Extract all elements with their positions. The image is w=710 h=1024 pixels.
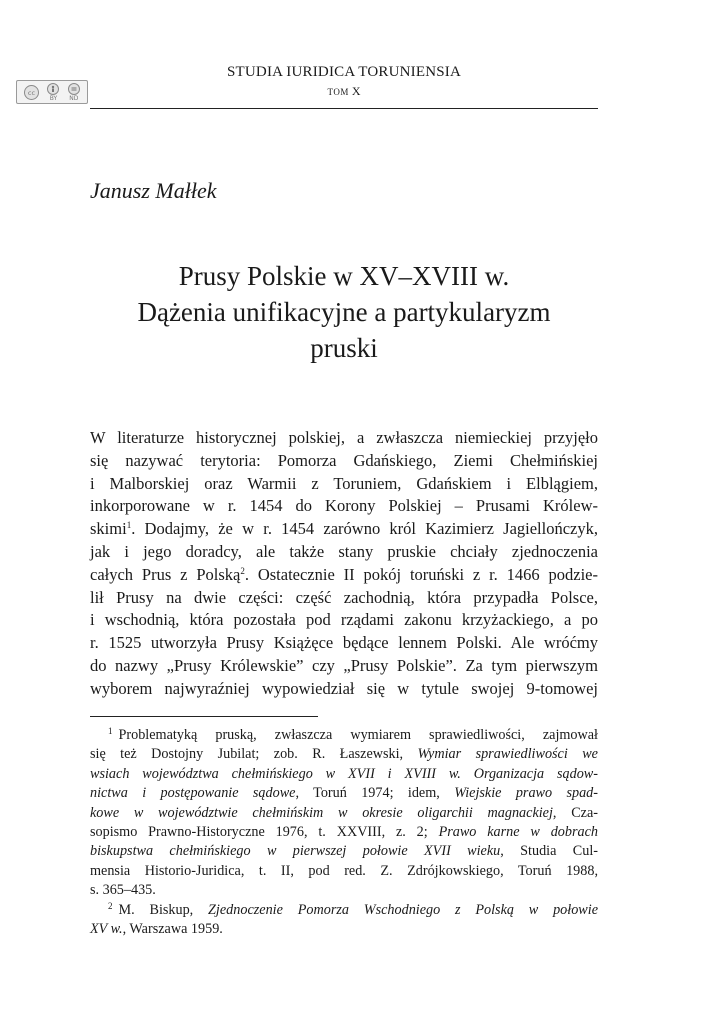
body-line: r. 1525 utworzyła Prusy Książęce będące lennem Polski. Ale wróćmy: [90, 633, 598, 653]
body-text: [90, 427, 598, 701]
body-line: lił Prusy na dwie części: część zachodnią, która przypadła Polsce,: [90, 587, 598, 607]
volume-prefix: TOM: [327, 87, 349, 97]
body-fragment: całych Prus z Polską: [90, 564, 241, 584]
footnote-1-line: mensia Historio-Juridica, t. II, pod red. Z. Zdrójkowskiego, Toruń 1988,: [90, 862, 598, 879]
footnote-fragment: , Warszawa 1959.: [122, 921, 223, 938]
footnote-fragment: kowe w województwie chełmińskim w okresie oligarchii magnackiej: [90, 804, 553, 821]
body-line: do nazwy „Prusy Królewskie” czy „Prusy Polskie”. Za tym pierwszym: [90, 655, 598, 675]
body-line: inkorporowane w r. 1454 do Korony Polskiej – Prusami Królew-: [90, 496, 598, 516]
footnotes: [90, 726, 598, 939]
body-line: i Malborskiej oraz Warmii z Toruniem, Gdańskiem i Elblągiem,: [90, 473, 598, 493]
nd-label: ND: [69, 94, 79, 102]
footnote-rule: [90, 716, 318, 717]
footnote-fragment: Wiejskie prawo spad-: [454, 785, 598, 802]
footnote-fragment: Problematyką pruską, zwłaszcza wymiarem sprawiedliwości, zajmował: [118, 727, 598, 743]
body-fragment: . Ostatecznie II pokój toruński z r. 1466 podzie-: [244, 564, 598, 584]
footnote-fragment: M. Biskup,: [118, 901, 209, 918]
body-line: i wschodnią, która pozostała pod rządami zakonu krzyżackiego, a po: [90, 610, 598, 630]
title-line: Prusy Polskie w XV–XVIII w.: [178, 261, 510, 291]
footnote-1-line: [90, 745, 598, 764]
footnote-1-line: [90, 726, 598, 745]
body-line: wyborem najwyraźniej wypowiedział się w tytule swojej 9-tomowej: [90, 678, 598, 698]
author-name: Janusz Małłek: [90, 178, 217, 203]
by-label: BY: [49, 94, 58, 102]
footnote-2-line: [90, 920, 598, 939]
footnote-1-line: [90, 765, 598, 784]
volume-label: [90, 84, 598, 99]
footnote-1-line: s. 365–435.: [90, 882, 156, 899]
footnote-fragment: Wymiar sprawiedliwości we: [417, 746, 598, 763]
article-title: [90, 258, 598, 366]
header-rule: [90, 108, 598, 109]
footnote-number-2: 2: [108, 900, 113, 911]
title-line: Dążenia unifikacyjne a partykularyzm: [137, 297, 551, 327]
cc-license-badge: [16, 80, 88, 104]
footnote-fragment: wsiach województwa chełmińskiego w XVII i XVIII w. Organizacja sądow-: [90, 765, 598, 782]
footnote-fragment: się też Dostojny Jubilat; zob. R. Łaszewski,: [90, 746, 418, 763]
footnote-fragment: , Cza-: [552, 804, 598, 821]
footnote-fragment: sopismo Prawno-Historyczne 1976, t. XXVIII, z. 2;: [90, 824, 439, 841]
footnote-fragment: Prawo karne w dobrach: [438, 824, 598, 841]
footnote-number-1: 1: [108, 726, 113, 736]
body-line: W literaturze historycznej polskiej, a zwłaszcza niemieckiej przyjęło: [90, 428, 598, 447]
footnote-fragment: nictwa i postępowanie sądowe: [90, 785, 296, 802]
nd-icon: [68, 83, 80, 95]
body-line: [90, 564, 598, 587]
cc-icon: [24, 85, 39, 100]
footnote-fragment: XV w.: [90, 921, 123, 938]
footnote-fragment: , Toruń 1974; idem,: [295, 785, 455, 802]
footnote-fragment: , Studia Cul-: [500, 843, 599, 860]
body-line: się nazywać terytoria: Pomorza Gdańskiego, Ziemi Chełmińskiej: [90, 450, 598, 470]
footnote-fragment: Zjednoczenie Pomorza Wschodniego z Polską w połowie: [208, 901, 598, 918]
journal-title: STUDIA IURIDICA TORUNIENSIA: [226, 64, 462, 80]
footnote-1-line: [90, 804, 598, 823]
footnote-2-line: [90, 901, 598, 920]
volume-number: X: [351, 84, 361, 98]
body-fragment: . Dodajmy, że w r. 1454 zarówno król Kazimierz Jagiellończyk,: [131, 519, 598, 539]
footnote-ref-2[interactable]: 2: [240, 565, 245, 576]
title-line: pruski: [310, 333, 378, 363]
footnote-1-line: [90, 842, 598, 861]
by-icon: [47, 83, 59, 95]
footnote-ref-1[interactable]: 1: [126, 520, 132, 531]
footnote-1-line: [90, 823, 598, 842]
footnote-1-line: [90, 784, 598, 803]
body-line: [90, 518, 598, 541]
body-line: jak i jego doradcy, ale także stany pruskie chciały zjednoczenia: [90, 541, 598, 561]
body-fragment: skimi: [90, 519, 127, 539]
footnote-fragment: biskupstwa chełmińskiego w pierwszej połowie XVII wieku: [90, 843, 501, 860]
svg-text:cc: cc: [28, 88, 36, 97]
